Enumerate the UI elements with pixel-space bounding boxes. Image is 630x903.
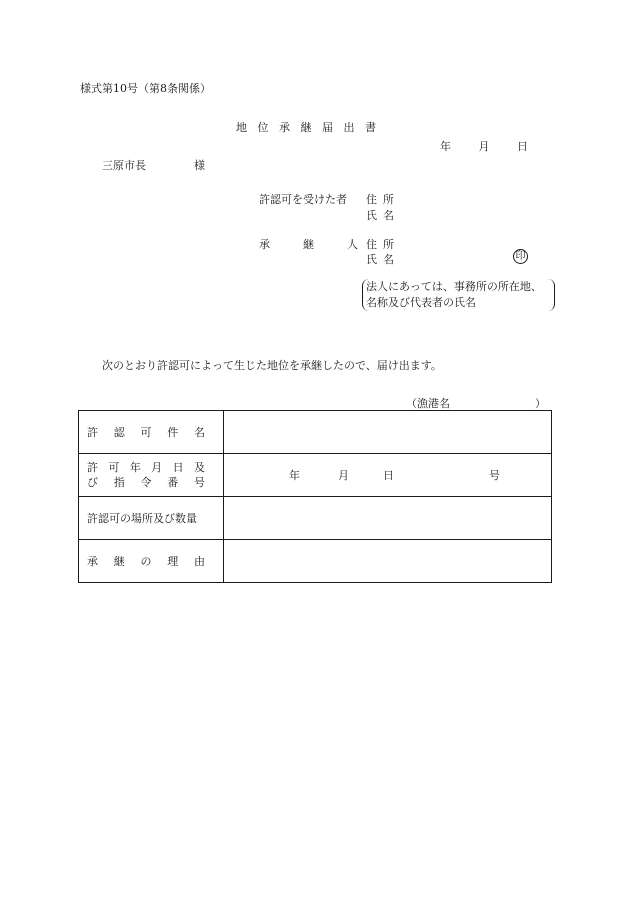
char: 承 [87, 555, 98, 568]
successor-name-label [366, 251, 400, 267]
char: 号 [194, 476, 205, 489]
statement: 次のとおり許認可によって生じた地位を承継したので、届け出ます。 [102, 359, 442, 372]
details-table [78, 410, 552, 583]
month-label: 月 [478, 140, 490, 153]
permit-date-header [79, 454, 224, 497]
char: 月 [151, 461, 163, 474]
fishing-port-name [406, 395, 546, 411]
permit-month-label: 月 [338, 469, 349, 482]
licensee-label: 許認可を受けた者 [259, 193, 347, 206]
char: 所 [383, 193, 394, 206]
char: 名 [383, 253, 394, 266]
char: 承 [259, 238, 270, 251]
seal-mark: 印 [513, 249, 528, 264]
permit-year-label: 年 [289, 469, 300, 482]
permit-title-header [79, 411, 224, 454]
permit-date-value[interactable] [224, 454, 552, 497]
char: 指 [113, 476, 125, 489]
form-number: 様式第10号（第8条関係） [80, 82, 211, 95]
char: 人 [347, 238, 358, 251]
char: 日 [172, 461, 184, 474]
addressee [102, 157, 205, 173]
successor-label [259, 236, 358, 252]
char: 可 [140, 426, 152, 439]
char: 理 [167, 555, 179, 568]
succession-reason-header [79, 540, 224, 583]
table-row [79, 454, 552, 497]
location-quantity-header: 許認可の場所及び数量 [79, 497, 224, 540]
char: 令 [140, 476, 152, 489]
char: 名 [383, 209, 394, 222]
char: 年 [129, 461, 141, 474]
char: 可 [108, 461, 120, 474]
char: 許 [87, 461, 98, 474]
licensee-address-label [366, 191, 400, 207]
day-label: 日 [517, 140, 528, 153]
location-quantity-value[interactable] [224, 497, 552, 540]
submission-date [440, 138, 528, 154]
char: 番 [167, 476, 179, 489]
char: 及 [193, 461, 205, 474]
permit-number-label: 号 [489, 469, 500, 482]
permit-title-value[interactable] [224, 411, 552, 454]
addressee-honorific: 様 [194, 159, 205, 172]
corporate-note-line-1: 法人にあっては、事務所の所在地、 [366, 280, 542, 293]
char: び [87, 476, 98, 489]
char: 氏 [366, 253, 377, 266]
port-close-paren: ） [535, 397, 546, 410]
char: 名 [194, 426, 205, 439]
char: の [140, 555, 152, 568]
year-label: 年 [440, 140, 451, 153]
succession-reason-value[interactable] [224, 540, 552, 583]
char: 継 [303, 238, 314, 251]
port-label: （漁港名 [406, 397, 450, 410]
char: 氏 [366, 209, 377, 222]
char: 住 [366, 193, 377, 206]
char: 所 [383, 238, 394, 251]
table-row [79, 540, 552, 583]
table-row [79, 497, 552, 540]
char: 件 [167, 426, 179, 439]
document-title: 地位承継届出書 [236, 121, 387, 134]
licensee-name-label [366, 207, 400, 223]
char: 由 [194, 555, 205, 568]
corporate-note-line-2: 名称及び代表者の氏名 [366, 296, 476, 309]
table-row [79, 411, 552, 454]
addressee-name: 三原市長 [102, 159, 146, 172]
successor-address-label [366, 236, 400, 252]
char: 許 [87, 426, 98, 439]
permit-day-label: 日 [383, 469, 394, 482]
char: 継 [113, 555, 125, 568]
corporate-note [362, 279, 555, 311]
char: 認 [113, 426, 125, 439]
char: 住 [366, 238, 377, 251]
